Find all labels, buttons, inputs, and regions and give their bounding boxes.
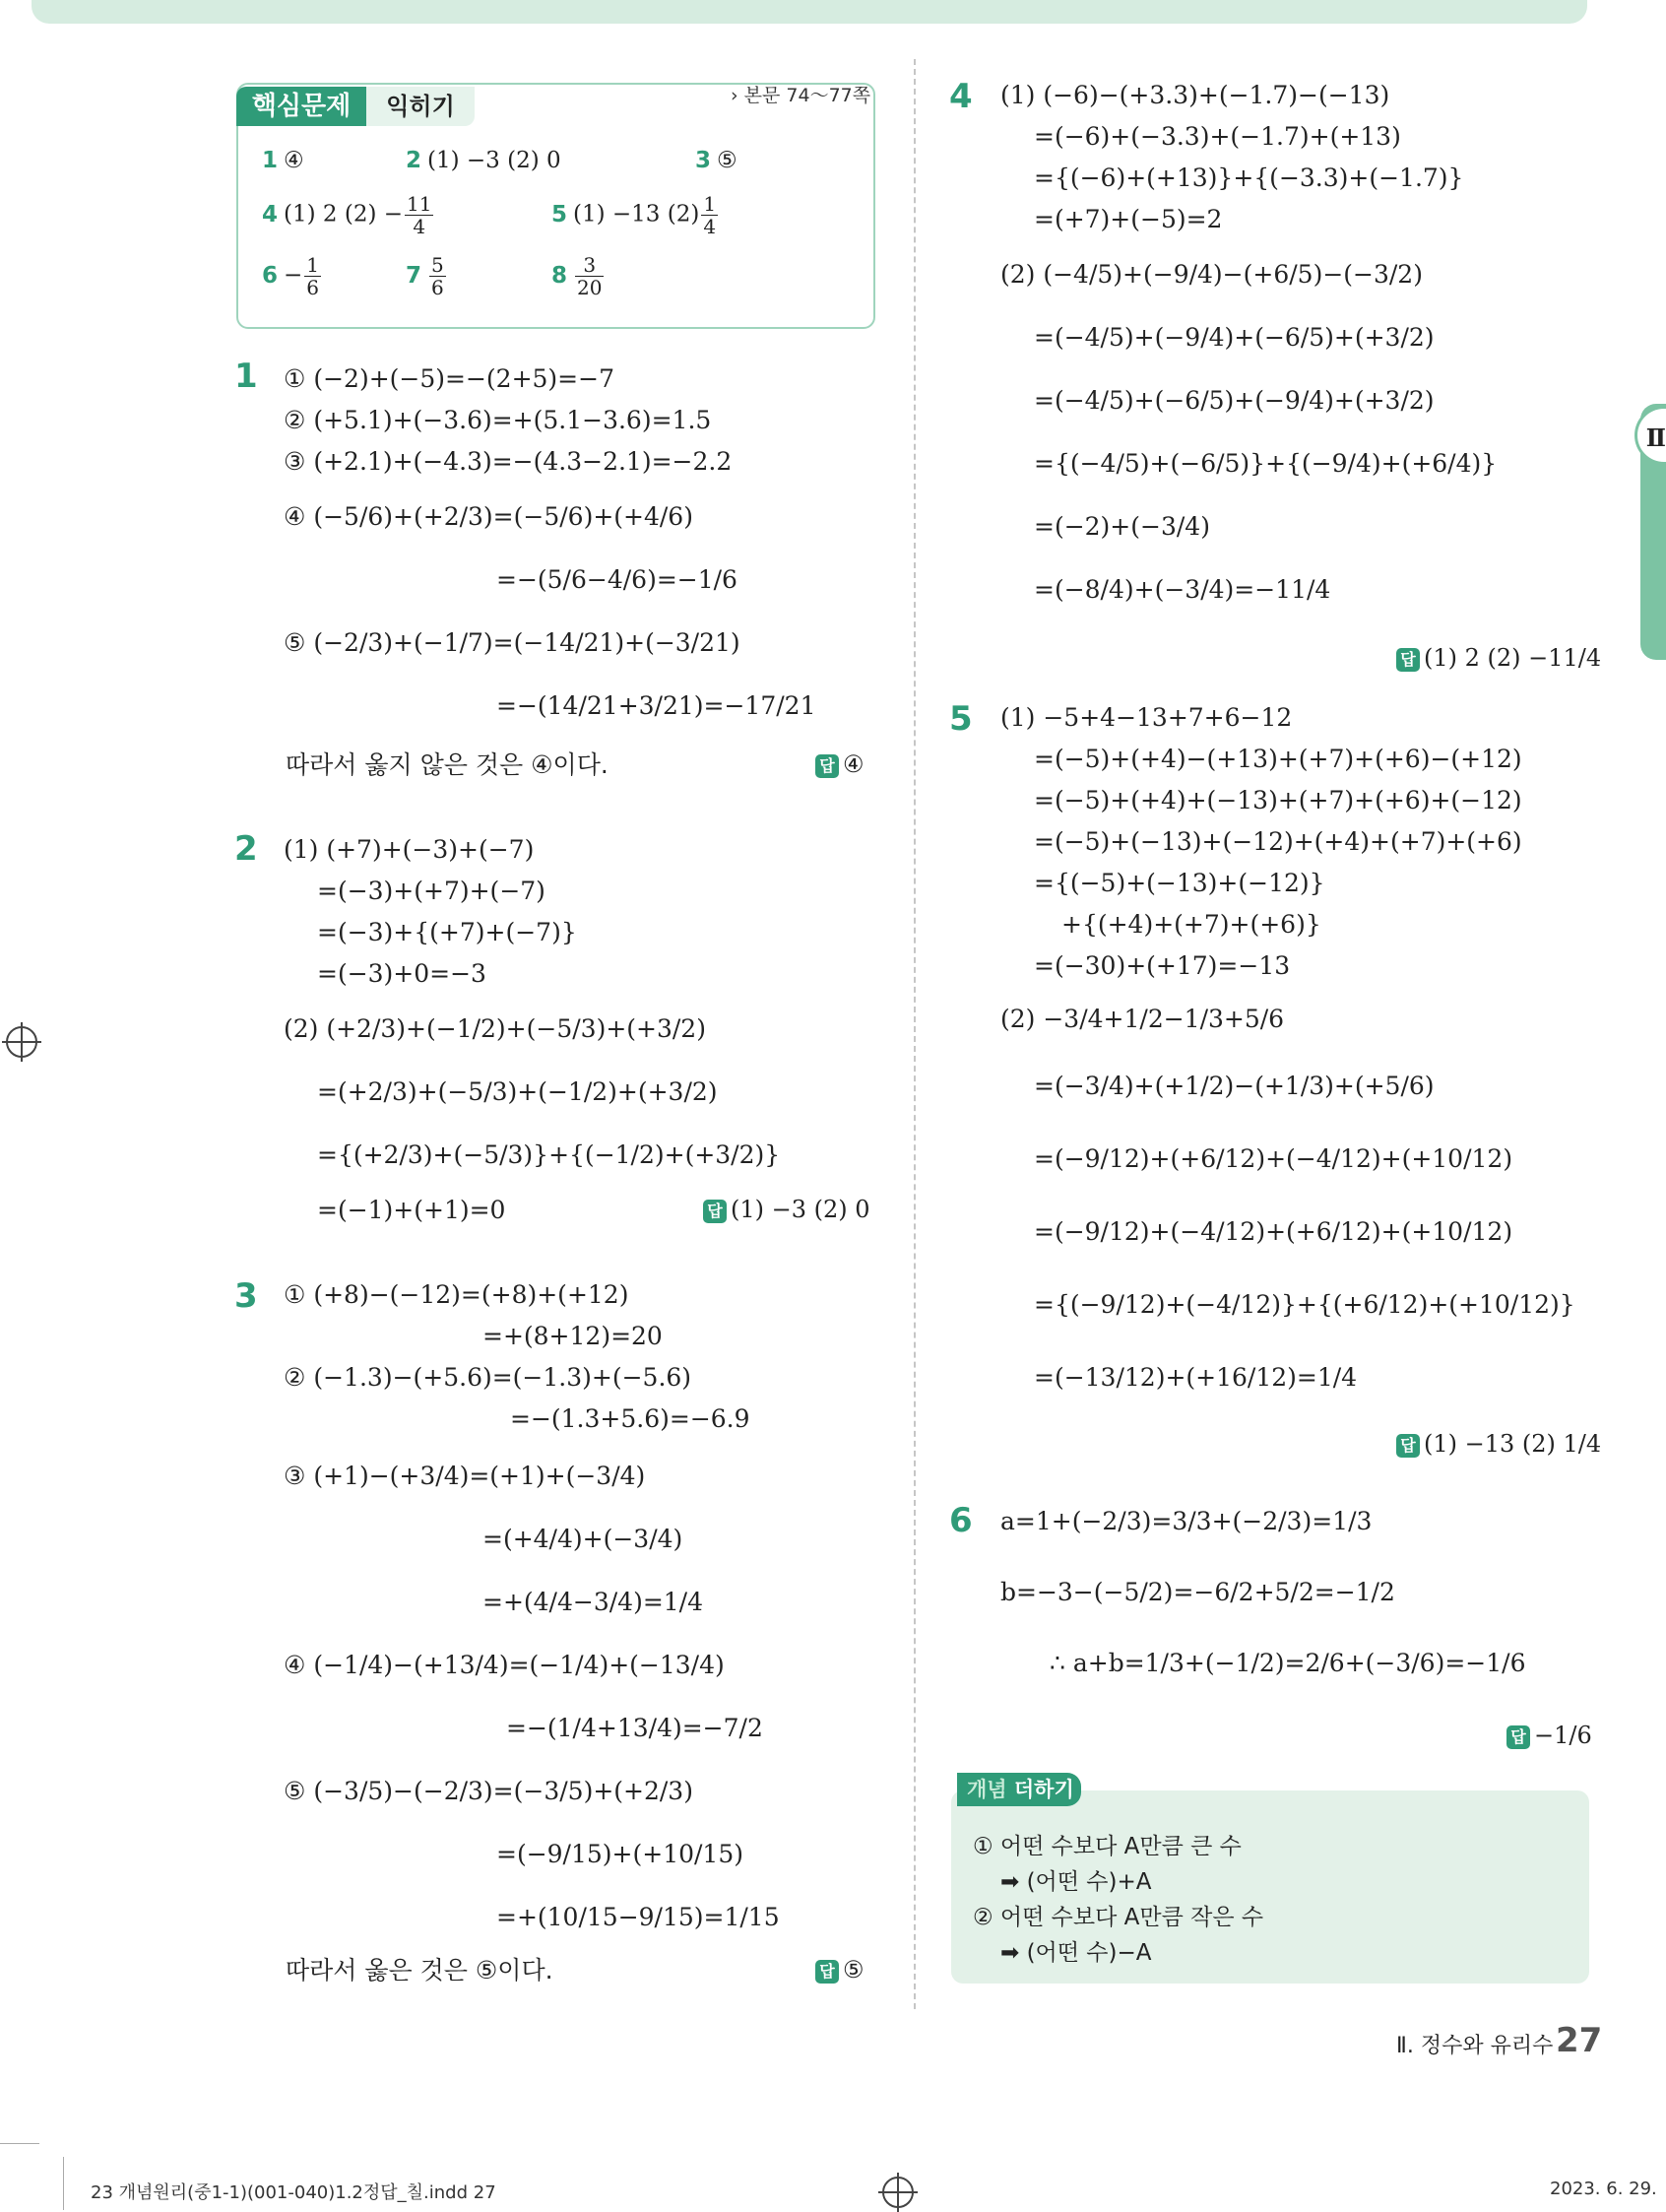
fraction: $\frac{5}{6}$ bbox=[431, 253, 444, 299]
core-item-7: 7 $\frac{5}{6}$ bbox=[406, 253, 444, 299]
core-problems-tag: 핵심문제 bbox=[236, 87, 366, 126]
answer: 답 (1) −13 (2) 1/4 bbox=[1396, 1430, 1601, 1458]
concept-tag: 개념 더하기 bbox=[957, 1773, 1081, 1806]
solution-line: ⑤ (−2/3)+(−1/7)=(−14/21)+(−3/21) bbox=[284, 628, 740, 657]
solution-line: ={(−9/12)+(−4/12)}+{(+6/12)+(+10/12)} bbox=[1034, 1290, 1575, 1319]
question-number: 6 bbox=[949, 1501, 973, 1540]
solution-line: ⑤ (−3/5)−(−2/3)=(−3/5)+(+2/3) bbox=[284, 1777, 693, 1805]
solution-line: (1) (+7)+(−3)+(−7) bbox=[284, 835, 535, 864]
solution-line: =−(14/21+3/21)=−17/21 bbox=[496, 691, 816, 720]
solution-line: (2) −3/4+1/2−1/3+5/6 bbox=[1000, 1005, 1285, 1033]
question-number: 2 bbox=[234, 829, 258, 869]
registration-mark-icon bbox=[6, 1026, 37, 1058]
answer: 답 (1) −3 (2) 0 bbox=[703, 1196, 870, 1223]
solution-line: =(−9/15)+(+10/15) bbox=[496, 1840, 743, 1868]
answer: 답 ⑤ bbox=[815, 1956, 865, 1984]
solution-line: +{(+4)+(+7)+(+6)} bbox=[1061, 910, 1321, 939]
solution-line: =−(5/6−4/6)=−1/6 bbox=[496, 565, 737, 594]
solution-line: =(−5)+(+4)+(−13)+(+7)+(+6)+(−12) bbox=[1034, 786, 1522, 814]
solution-line: ① (+8)−(−12)=(+8)+(+12) bbox=[284, 1280, 629, 1309]
solution-line: =(−3)+(+7)+(−7) bbox=[317, 877, 545, 905]
solution-line: (2) (+2/3)+(−1/2)+(−5/3)+(+3/2) bbox=[284, 1014, 706, 1043]
core-item-1: 1 ④ bbox=[262, 148, 304, 173]
section-title: Ⅱ. 정수와 유리수 bbox=[1396, 2034, 1554, 2058]
solution-line: ② (−1.3)−(+5.6)=(−1.3)+(−5.6) bbox=[284, 1363, 692, 1392]
solution-line: =(+2/3)+(−5/3)+(−1/2)+(+3/2) bbox=[317, 1077, 718, 1106]
core-item-4: 4 (1) 2 (2) − $\frac{11}{4}$ bbox=[262, 192, 432, 238]
conclusion: 따라서 옳지 않은 것은 ④이다. bbox=[286, 750, 609, 779]
solution-line: a=1+(−2/3)=3/3+(−2/3)=1/3 bbox=[1000, 1507, 1373, 1535]
solution-line: ={(+2/3)+(−5/3)}+{(−1/2)+(+3/2)} bbox=[317, 1140, 781, 1169]
core-item-2: 2 (1) −3 (2) 0 bbox=[406, 148, 561, 173]
fraction: $\frac{1}{4}$ bbox=[703, 192, 717, 238]
solution-line: =−(1.3+5.6)=−6.9 bbox=[510, 1404, 750, 1433]
solution-line: =(−5)+(+4)−(+13)+(+7)+(+6)−(+12) bbox=[1034, 745, 1522, 773]
solution-line: b=−3−(−5/2)=−6/2+5/2=−1/2 bbox=[1000, 1578, 1395, 1606]
answer-badge: 답 bbox=[703, 1200, 727, 1223]
chapter-tab-number: Ⅱ bbox=[1634, 406, 1666, 465]
print-date: 2023. 6. 29. bbox=[1550, 2179, 1657, 2199]
answer: 답 (1) 2 (2) −11/4 bbox=[1396, 644, 1601, 672]
solution-line: =(−2)+(−3/4) bbox=[1034, 512, 1210, 541]
solution-line: =(−9/12)+(−4/12)+(+6/12)+(+10/12) bbox=[1034, 1217, 1513, 1246]
column-divider bbox=[914, 59, 916, 2009]
question-number: 5 bbox=[949, 699, 973, 739]
concept-line: ➡ (어떤 수)+A bbox=[1000, 1869, 1152, 1895]
solution-line: ∴ a+b=1/3+(−1/2)=2/6+(−3/6)=−1/6 bbox=[1050, 1649, 1526, 1677]
solution-line: ③ (+1)−(+3/4)=(+1)+(−3/4) bbox=[284, 1462, 646, 1490]
page-reference: › 본문 74～77쪽 bbox=[731, 85, 871, 106]
solution-line: =(+7)+(−5)=2 bbox=[1034, 205, 1223, 233]
conclusion: 따라서 옳은 것은 ⑤이다. bbox=[286, 1956, 553, 1984]
solution-line: (1) −5+4−13+7+6−12 bbox=[1000, 703, 1293, 732]
solution-line: =(−9/12)+(+6/12)+(−4/12)+(+10/12) bbox=[1034, 1144, 1513, 1173]
solution-line: =(−1)+(+1)=0 bbox=[317, 1196, 506, 1224]
core-item-6: 6 − $\frac{1}{6}$ bbox=[262, 253, 320, 299]
registration-mark-icon bbox=[882, 2177, 914, 2208]
solution-line: =(−8/4)+(−3/4)=−11/4 bbox=[1034, 575, 1331, 604]
solution-line: =(−4/5)+(−9/4)+(−6/5)+(+3/2) bbox=[1034, 323, 1435, 352]
page-number: 27 bbox=[1556, 2021, 1603, 2060]
question-number: 4 bbox=[949, 77, 973, 116]
solution-line: =(−3)+0=−3 bbox=[317, 959, 486, 988]
crop-mark bbox=[63, 2157, 64, 2210]
core-item-8: 8 $\frac{3}{20}$ bbox=[551, 253, 603, 299]
top-band bbox=[32, 0, 1587, 24]
practice-tag: 익히기 bbox=[366, 87, 475, 126]
solution-line: =(−6)+(−3.3)+(−1.7)+(+13) bbox=[1034, 122, 1401, 151]
solution-line: ③ (+2.1)+(−4.3)=−(4.3−2.1)=−2.2 bbox=[284, 447, 733, 476]
solution-line: =(−3/4)+(+1/2)−(+1/3)+(+5/6) bbox=[1034, 1072, 1435, 1100]
solution-line: =+(8+12)=20 bbox=[482, 1322, 663, 1350]
solution-line: (1) (−6)−(+3.3)+(−1.7)−(−13) bbox=[1000, 81, 1390, 109]
solution-line: ④ (−1/4)−(+13/4)=(−1/4)+(−13/4) bbox=[284, 1651, 725, 1679]
solution-line: ={(−6)+(+13)}+{(−3.3)+(−1.7)} bbox=[1034, 163, 1464, 192]
fraction: $\frac{11}{4}$ bbox=[407, 192, 432, 238]
question-number: 1 bbox=[234, 357, 258, 396]
solution-line: =(−3)+{(+7)+(−7)} bbox=[317, 918, 577, 946]
solution-line: ={(−5)+(−13)+(−12)} bbox=[1034, 869, 1325, 897]
fraction: $\frac{3}{20}$ bbox=[577, 253, 603, 299]
answer-badge: 답 bbox=[1396, 648, 1420, 672]
solution-line: =+(10/15−9/15)=1/15 bbox=[496, 1903, 780, 1931]
answer-badge: 답 bbox=[1506, 1725, 1530, 1749]
solution-line: =(−5)+(−13)+(−12)+(+4)+(+7)+(+6) bbox=[1034, 827, 1522, 856]
answer: 답 −1/6 bbox=[1506, 1722, 1592, 1749]
answer-badge: 답 bbox=[815, 1960, 839, 1984]
solution-line: ① (−2)+(−5)=−(2+5)=−7 bbox=[284, 364, 614, 393]
solution-line: =(−13/12)+(+16/12)=1/4 bbox=[1034, 1363, 1358, 1392]
page-reference-text: 본문 74～77쪽 bbox=[743, 85, 871, 106]
solution-line: =(−30)+(+17)=−13 bbox=[1034, 951, 1291, 980]
solution-line: ④ (−5/6)+(+2/3)=(−5/6)+(+4/6) bbox=[284, 502, 693, 531]
answer-badge: 답 bbox=[1396, 1434, 1420, 1458]
solution-line: =(−4/5)+(−6/5)+(−9/4)+(+3/2) bbox=[1034, 386, 1435, 415]
file-name: 23 개념원리(중1-1)(001-040)1.2정답_칠.indd 27 bbox=[91, 2182, 496, 2203]
solution-line: =−(1/4+13/4)=−7/2 bbox=[506, 1714, 763, 1742]
answer-badge: 답 bbox=[815, 754, 839, 778]
fraction: $\frac{1}{6}$ bbox=[306, 253, 320, 299]
concept-line: ② 어떤 수보다 A만큼 작은 수 bbox=[973, 1905, 1264, 1930]
core-item-3: 3 ⑤ bbox=[695, 148, 737, 173]
solution-line: =+(4/4−3/4)=1/4 bbox=[482, 1588, 703, 1616]
concept-line: ➡ (어떤 수)−A bbox=[1000, 1940, 1152, 1966]
core-item-5: 5 (1) −13 (2) $\frac{1}{4}$ bbox=[551, 192, 717, 238]
solution-line: (2) (−4/5)+(−9/4)−(+6/5)−(−3/2) bbox=[1000, 260, 1423, 289]
solution-line: ={(−4/5)+(−6/5)}+{(−9/4)+(+6/4)} bbox=[1034, 449, 1498, 478]
question-number: 3 bbox=[234, 1276, 258, 1316]
answer: 답 ④ bbox=[815, 750, 865, 778]
solution-line: =(+4/4)+(−3/4) bbox=[482, 1525, 683, 1553]
concept-line: ① 어떤 수보다 A만큼 큰 수 bbox=[973, 1834, 1242, 1859]
crop-mark bbox=[0, 2143, 39, 2144]
solution-line: ② (+5.1)+(−3.6)=+(5.1−3.6)=1.5 bbox=[284, 406, 712, 434]
